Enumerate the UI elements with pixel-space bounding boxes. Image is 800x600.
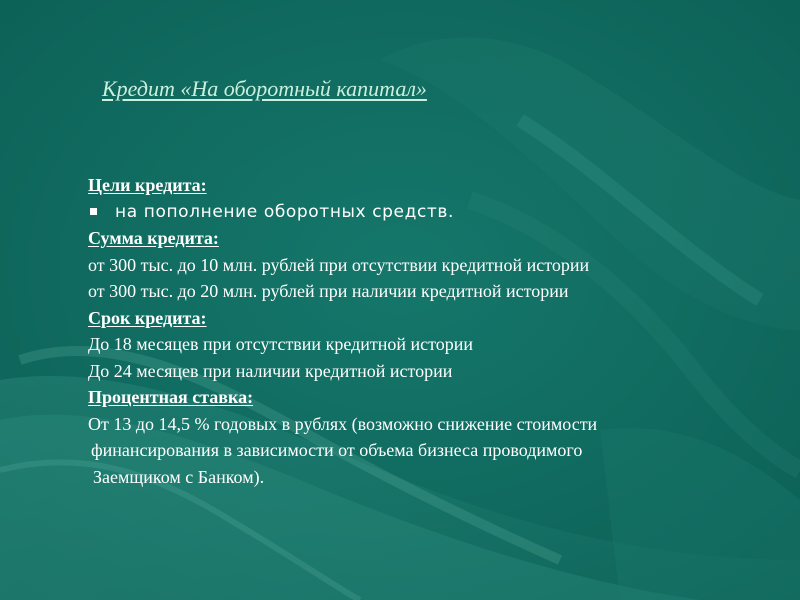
slide-title: Кредит «На оборотный капитал» xyxy=(102,76,427,101)
rate-heading: Процентная ставка: xyxy=(88,387,254,407)
goals-heading: Цели кредита: xyxy=(88,175,207,195)
term-line: До 24 месяцев при наличии кредитной истории xyxy=(88,360,453,381)
amount-heading: Сумма кредита: xyxy=(88,228,219,248)
square-bullet-icon xyxy=(90,208,97,215)
goals-item-text: на пополнение оборотных средств. xyxy=(115,201,455,222)
term-heading: Срок кредита: xyxy=(88,307,207,328)
rate-line: финансирования в зависимости от объема бизнеса проводимого xyxy=(91,440,583,460)
rate-line: Заемщиком с Банком). xyxy=(93,466,265,487)
rate-line: От 13 до 14,5 % годовых в рублях (возможно снижение стоимости xyxy=(88,413,598,434)
amount-line: от 300 тыс. до 10 млн. рублей при отсутствии кредитной истории xyxy=(88,254,590,275)
credit-details xyxy=(88,172,778,490)
term-line: До 18 месяцев при отсутствии кредитной истории xyxy=(88,334,474,354)
goals-bullet-item xyxy=(88,199,778,226)
amount-line: от 300 тыс. до 20 млн. рублей при наличии кредитной истории xyxy=(88,281,569,301)
